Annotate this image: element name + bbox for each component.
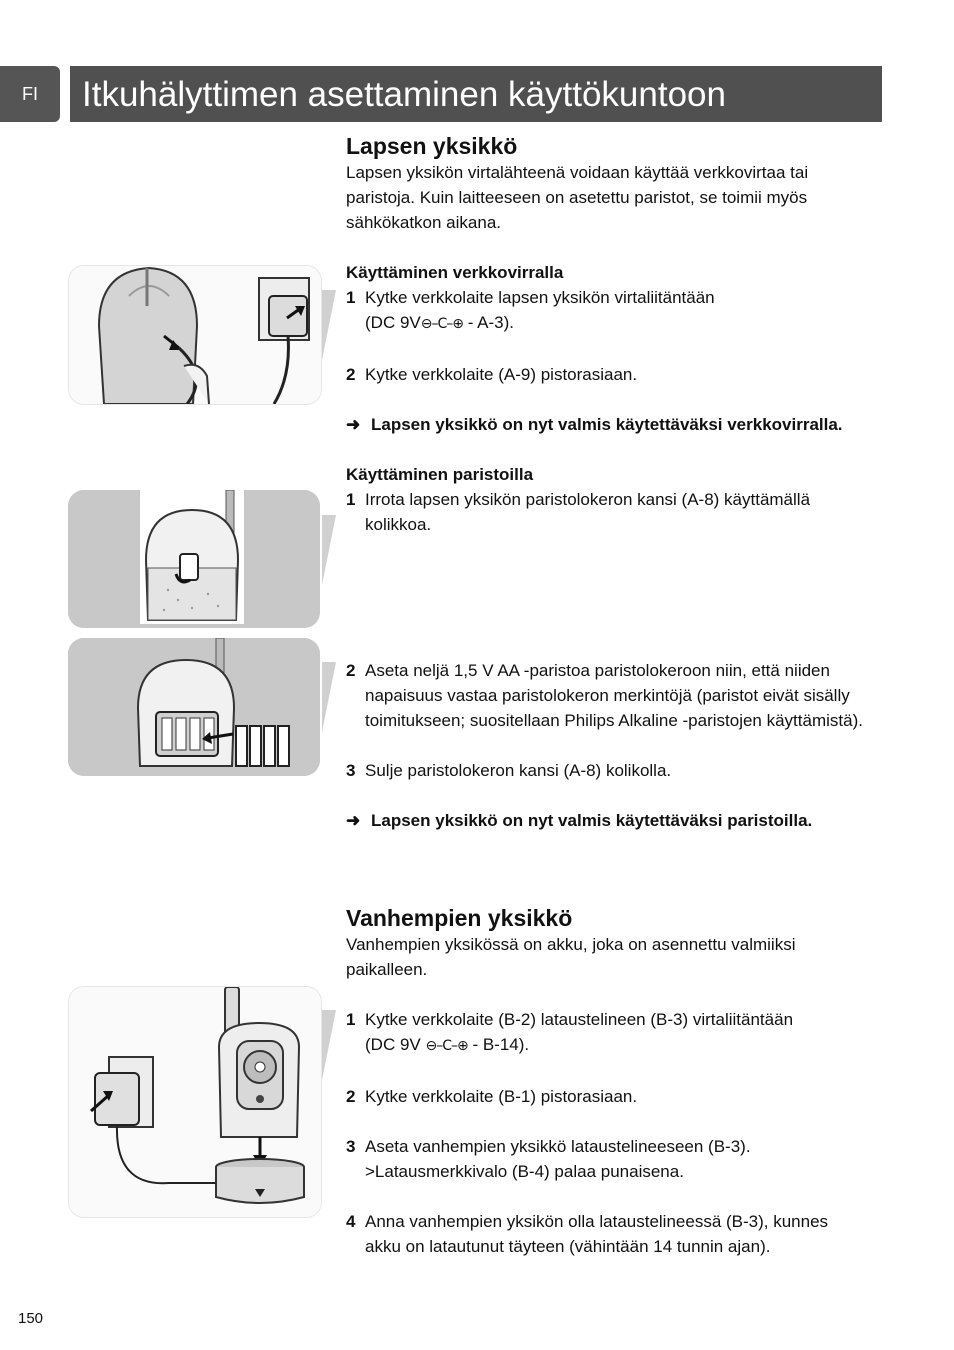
battery-insert-illustration — [68, 638, 320, 776]
divider-wedge-icon — [322, 662, 336, 732]
step-number: 4 — [346, 1212, 356, 1231]
step-text: Kytke verkkolaite (B-2) lataustelineen (B-3) virtaliitäntään — [365, 1010, 794, 1029]
step-number: 2 — [346, 661, 356, 680]
parent-unit-charging-illustration — [68, 986, 322, 1218]
divider-wedge-icon — [322, 515, 336, 585]
baby-unit-intro: Lapsen yksikön virtalähteenä voidaan käyttää verkkovirtaa tai paristoja. Kuin laitteeseen on asetettu paristot, se toimii myös sähkökatkon aikana. — [346, 163, 809, 232]
battery-result — [346, 808, 866, 833]
baby-unit-heading: Lapsen yksikkö — [346, 133, 518, 159]
parent-unit-section — [346, 904, 866, 1259]
divider-wedge-icon — [322, 290, 336, 360]
step-text: Aseta neljä 1,5 V AA -paristoa paristolokeroon niin, että niiden napaisuus vastaa paristolokeron merkintöjä (paristot eivät sisälly toimitukseen; suositellaan Philips Alkaline -paristojen käyttämistä). — [365, 661, 863, 730]
charger-base-illustration — [69, 987, 321, 1217]
step-number: 1 — [346, 1010, 356, 1029]
battery-step-3 — [346, 758, 866, 783]
step-text: Kytke verkkolaite (A-9) pistorasiaan. — [365, 365, 638, 384]
mains-step-1 — [346, 285, 866, 337]
arrow-right-icon: ➜ — [346, 415, 361, 434]
parent-step-3 — [346, 1134, 866, 1184]
divider-wedge-icon — [322, 1010, 336, 1080]
step-text: Irrota lapsen yksikön paristolokeron kansi (A-8) käyttämällä kolikkoa. — [365, 490, 811, 534]
step-text: - A-3). — [462, 313, 514, 332]
step-text: Kytke verkkolaite lapsen yksikön virtaliitäntään — [365, 288, 715, 307]
page-title-bar — [70, 66, 882, 122]
battery-heading: Käyttäminen paristoilla — [346, 465, 534, 484]
parent-step-1 — [346, 1007, 866, 1059]
mains-result — [346, 412, 866, 437]
step-text: Sulje paristolokeron kansi (A-8) kolikolla. — [365, 761, 672, 780]
step-text: Anna vanhempien yksikön olla lataustelineessä (B-3), kunnes akku on latautunut täyteen (vähintään 14 tunnin ajan). — [365, 1212, 829, 1256]
step-text: (DC 9V — [365, 313, 421, 332]
step-number: 2 — [346, 1087, 356, 1106]
step-number: 2 — [346, 365, 356, 384]
result-text: Lapsen yksikkö on nyt valmis käytettäväksi paristoilla. — [371, 811, 813, 830]
step-text: >Latausmerkkivalo (B-4) palaa punaisena. — [365, 1162, 684, 1181]
arrow-right-icon: ➜ — [346, 811, 361, 830]
page-title: Itkuhälyttimen asettaminen käyttökuntoon — [82, 75, 726, 114]
battery-steps-continued — [346, 658, 866, 833]
dc-polarity-icon: ⊖–C–⊕ — [420, 316, 463, 332]
step-number: 3 — [346, 1137, 356, 1156]
result-text: Lapsen yksikkö on nyt valmis käytettäväksi verkkovirralla. — [371, 415, 843, 434]
parent-unit-intro: Vanhempien yksikössä on akku, joka on asennettu valmiiksi paikalleen. — [346, 935, 796, 979]
mains-heading: Käyttäminen verkkovirralla — [346, 263, 564, 282]
step-text: Kytke verkkolaite (B-1) pistorasiaan. — [365, 1087, 638, 1106]
battery-cover-illustration — [68, 490, 320, 628]
dc-polarity-icon: ⊖–C–⊕ — [425, 1038, 468, 1054]
baby-unit-mains-illustration — [68, 265, 322, 405]
step-number: 3 — [346, 761, 356, 780]
adapter-plug-illustration — [69, 266, 321, 404]
parent-unit-heading: Vanhempien yksikkö — [346, 905, 573, 931]
step-number: 1 — [346, 490, 356, 509]
step-number: 1 — [346, 288, 356, 307]
language-tab: FI — [0, 66, 60, 122]
step-text: (DC 9V — [365, 1035, 426, 1054]
parent-step-2 — [346, 1084, 866, 1109]
parent-step-4 — [346, 1209, 866, 1259]
battery-cover-coin-illustration — [68, 490, 320, 628]
page-number: 150 — [18, 1310, 44, 1327]
battery-step-1 — [346, 487, 866, 537]
step-text: - B-14). — [467, 1035, 530, 1054]
batteries-insert-illustration — [68, 638, 320, 776]
battery-step-2 — [346, 658, 866, 733]
step-text: Aseta vanhempien yksikkö lataustelineeseen (B-3). — [365, 1137, 751, 1156]
baby-unit-section — [346, 132, 866, 537]
mains-step-2 — [346, 362, 866, 387]
